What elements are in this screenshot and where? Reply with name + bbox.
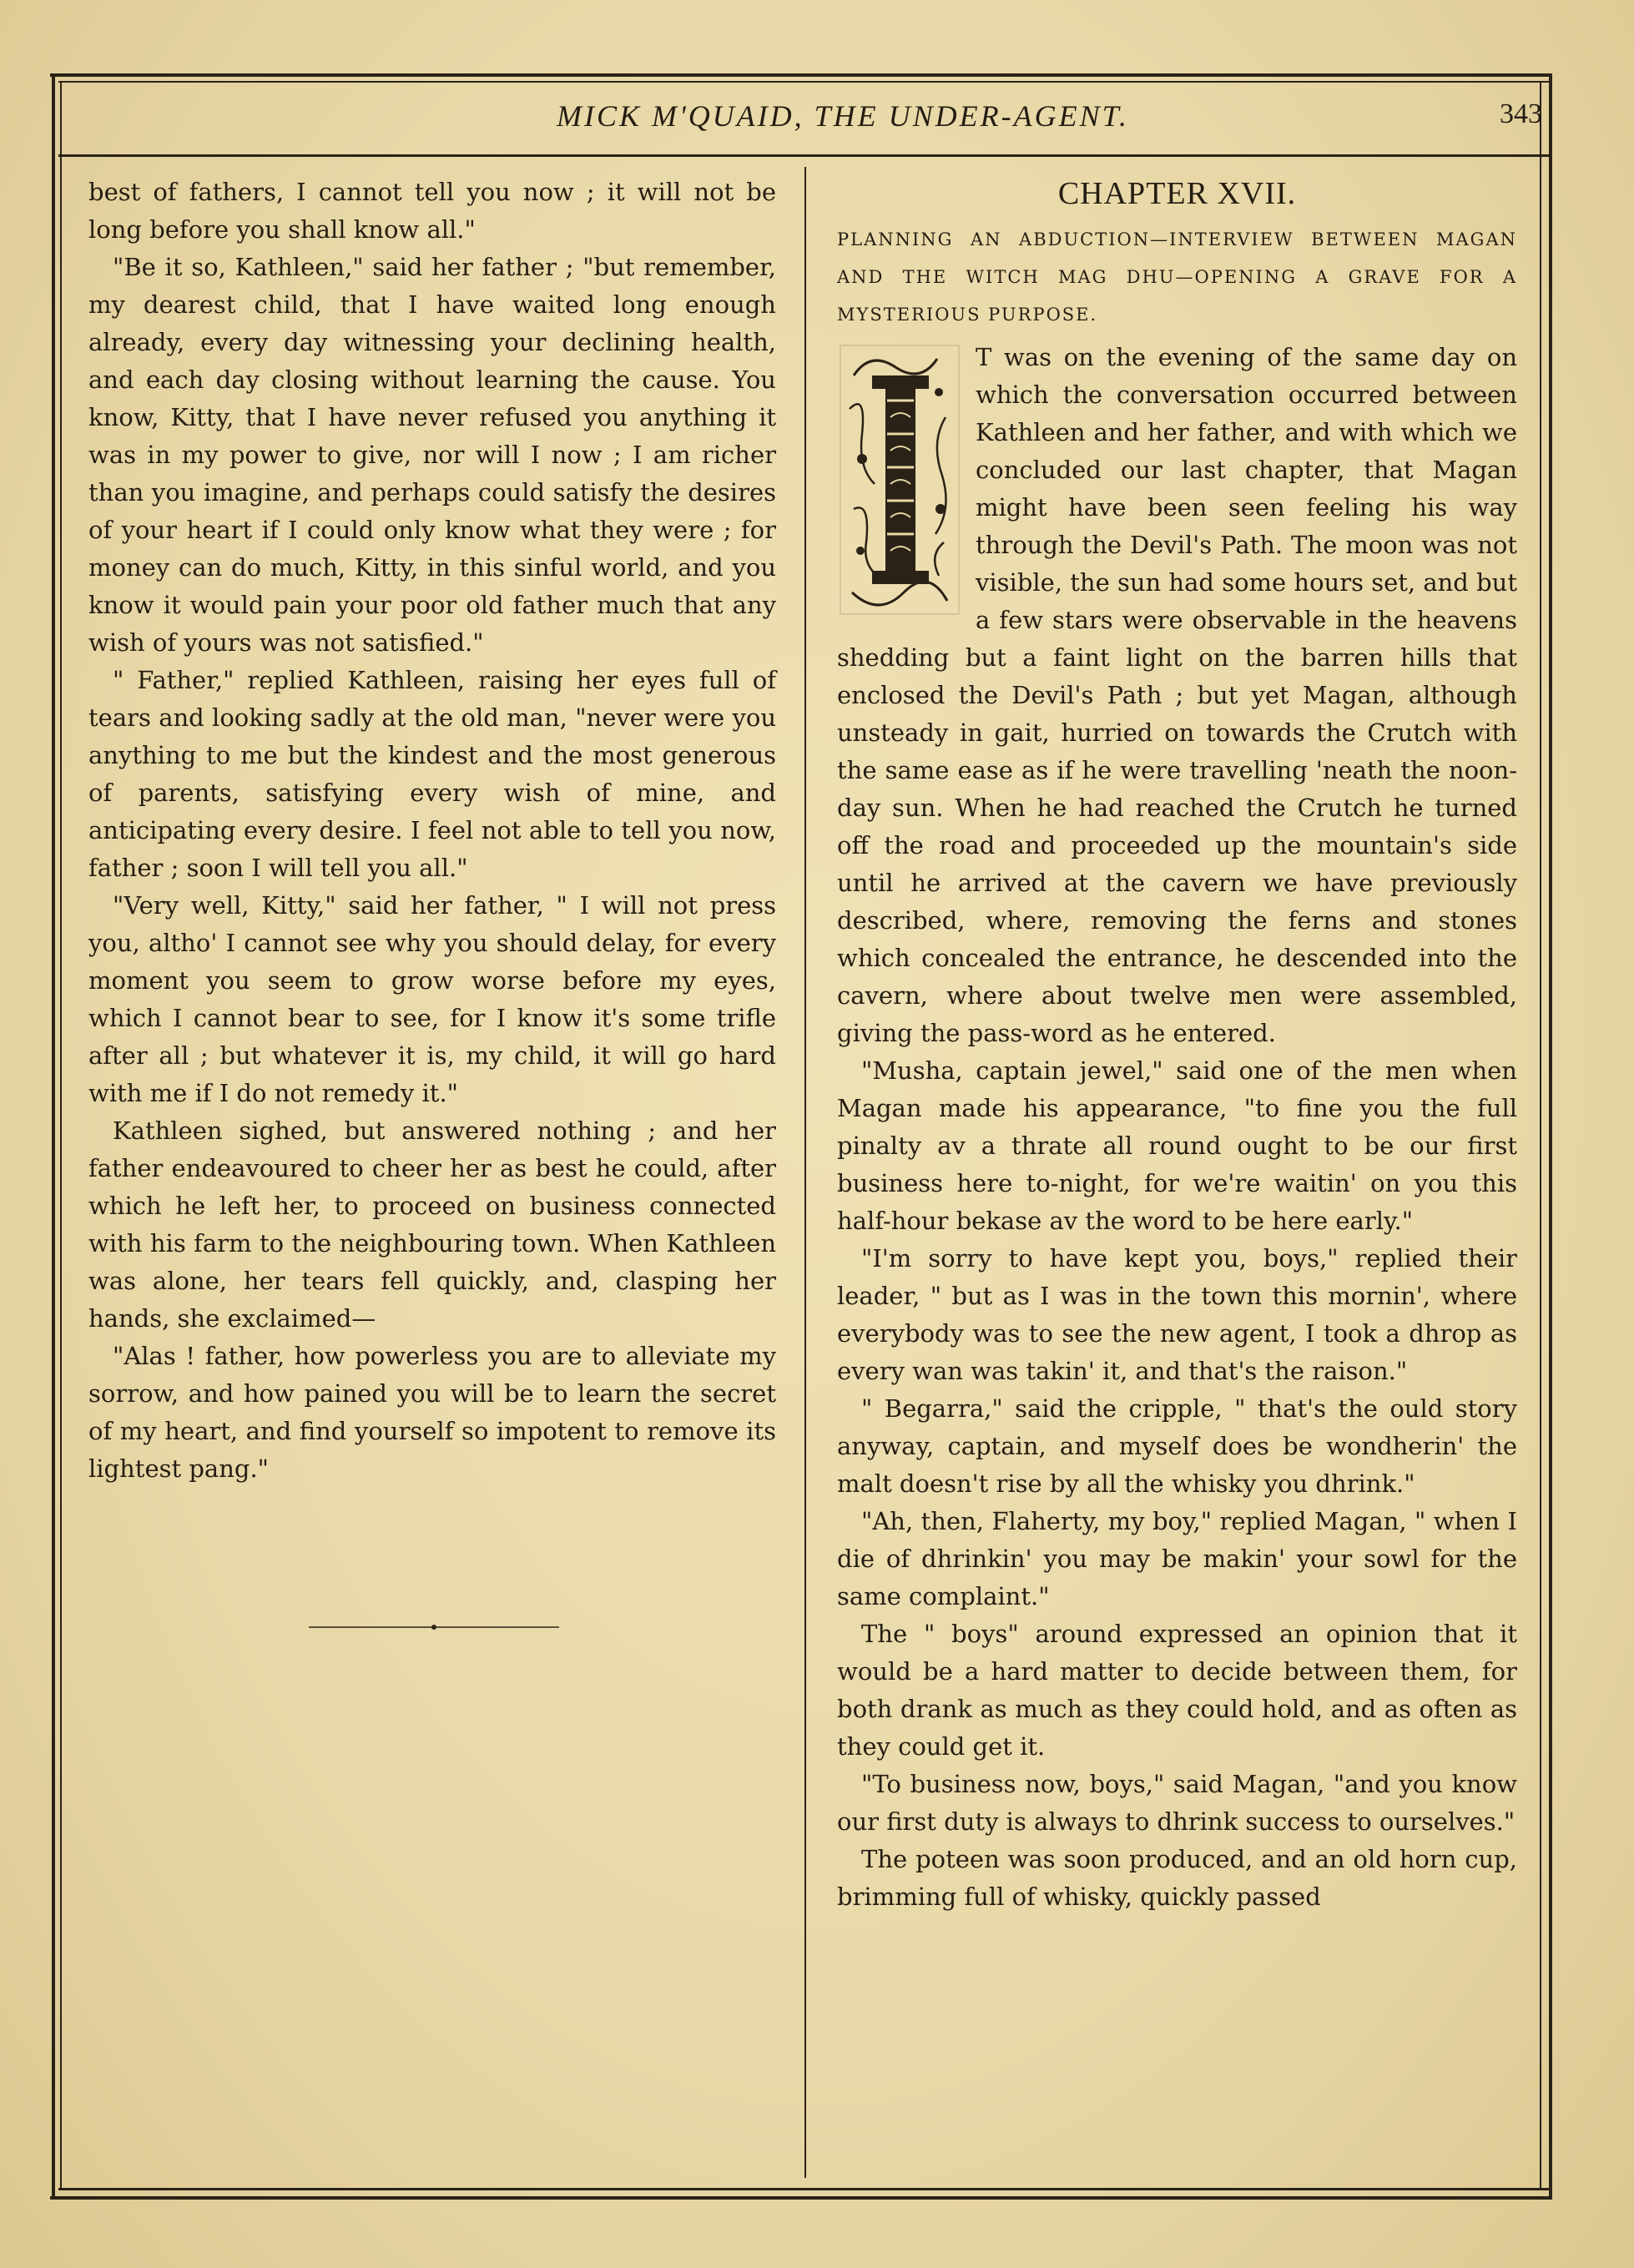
paragraph: "To business now, boys," said Magan, "and you know our first duty is always to dhrink success to ourselves." — [837, 1770, 1517, 1836]
left-border-rule-inner — [60, 81, 62, 2190]
top-border-rule-inner — [58, 81, 1552, 83]
bottom-border-rule — [58, 2188, 1552, 2190]
paragraph: "I'm sorry to have kept you, boys," replied their leader, " but as I was in the town this mornin', where everybody was to see the new agent, I took a dhrop as every wan was takin' it, and that's the raison." — [837, 1244, 1517, 1385]
right-border-rule-inner — [1540, 81, 1541, 2190]
paragraph: The " boys" around expressed an opinion that it would be a hard matter to decide between them, for both drank as much as they could hold, and as often as they could get it. — [837, 1620, 1517, 1761]
paragraph: "Ah, then, Flaherty, my boy," replied Magan, " when I die of dhrinkin' you may be makin' your sowl for the same complaint." — [837, 1507, 1517, 1610]
paragraph: The poteen was soon produced, and an old horn cup, brimming full of whisky, quickly passed — [837, 1845, 1517, 1911]
page-header — [58, 98, 1542, 149]
paragraph: Kathleen sighed, but answered nothing ; and her father endeavoured to cheer her as best he could, after which he left her, to proceed on business connected with his farm to the neighbouring town. When Kathleen was alone, her tears fell quickly, and, clasping her hands, she exclaimed— — [88, 1116, 776, 1333]
column-divider — [804, 167, 806, 2178]
paragraph: best of fathers, I cannot tell you now ; it will not be long before you shall know all." — [88, 178, 776, 244]
paragraph: " Begarra," said the cripple, " that's the ould story anyway, captain, and myself does be wondherin' the malt doesn't rise by all the whisky you dhrink." — [837, 1394, 1517, 1498]
top-border-rule — [50, 73, 1552, 77]
header-rule — [58, 154, 1552, 157]
right-border-rule — [1549, 73, 1552, 2200]
left-column — [88, 174, 776, 1488]
paragraph: "Alas ! father, how powerless you are to alleviate my sorrow, and how pained you will be to learn the secret of my heart, and find yourself so impotent to remove its lightest pang." — [88, 1342, 776, 1483]
running-title: MICK M'QUAID, THE UNDER-AGENT. — [557, 99, 1129, 133]
page-number: 343 — [1500, 98, 1542, 129]
paragraph: "Be it so, Kathleen," said her father ; "but remember, my dearest child, that I have waited long enough already, every day witnessing your declining health, and each day closing without learning the cause. You know, Kitty, that I have never refused you anything it was in my power to give, nor will I now ; I am richer than you imagine, and perhaps could satisfy the desires of your heart if I could only know what they were ; for money can do much, Kitty, in this sinful world, and you know it would pain your poor old father much that any wish of yours was not satisfied." — [88, 253, 776, 657]
paragraph: T was on the evening of the same day on which the conversation occurred between Kathleen and her father, and with which we concluded our last chapter, that Magan might have been seen feeling his way through the Devil's Path. The moon was not visible, the sun had some hours set, and but a few stars were observable in the heavens shedding but a faint light on the barren hills that enclosed the Devil's Path ; but yet Magan, although unsteady in gait, hurried on towards the Crutch with the same ease as if he were travelling 'neath the noon-day sun. When he had reached the Crutch he turned off the road and proceeded up the mountain's side until he arrived at the cavern we have previously described, where, removing the ferns and stones which concealed the entrance, he descended into the cavern, where about twelve men were assembled, giving the pass-word as he entered. — [837, 343, 1517, 1047]
chapter-title: CHAPTER XVII. — [1057, 176, 1297, 211]
right-column — [837, 174, 1517, 1916]
flourish-rule-icon — [309, 1622, 559, 1632]
dropcap-initial — [837, 342, 962, 617]
paragraph: "Musha, captain jewel," said one of the men when Magan made his appearance, "to fine you the full pinalty av a thrate all round ought to be our first business here to-night, for we're waitin' on you this half-hour bekase av the word to be here early." — [837, 1056, 1517, 1235]
paragraph: " Father," replied Kathleen, raising her eyes full of tears and looking sadly at the old man, "never were you anything to me but the kindest and the most generous of parents, satisfying every wish of mine, and anticipating every desire. I feel not able to tell you now, father ; soon I will tell you all." — [88, 666, 776, 882]
ornamental-initial-icon — [837, 342, 962, 617]
chapter-summary: PLANNING AN ABDUCTION—INTERVIEW BETWEEN MAGAN AND THE WITCH MAG DHU—OPENING A GRAVE FOR A MYSTERIOUS PURPOSE. — [837, 229, 1517, 325]
bottom-border-rule-outer — [50, 2196, 1552, 2200]
left-border-rule — [52, 73, 55, 2200]
paragraph: "Very well, Kitty," said her father, " I will not press you, altho' I cannot see why you should delay, for every moment you seem to grow worse before my eyes, which I cannot bear to see, for I know it's some trifle after all ; but whatever it is, my child, it will go hard with me if I do not remedy it." — [88, 891, 776, 1107]
